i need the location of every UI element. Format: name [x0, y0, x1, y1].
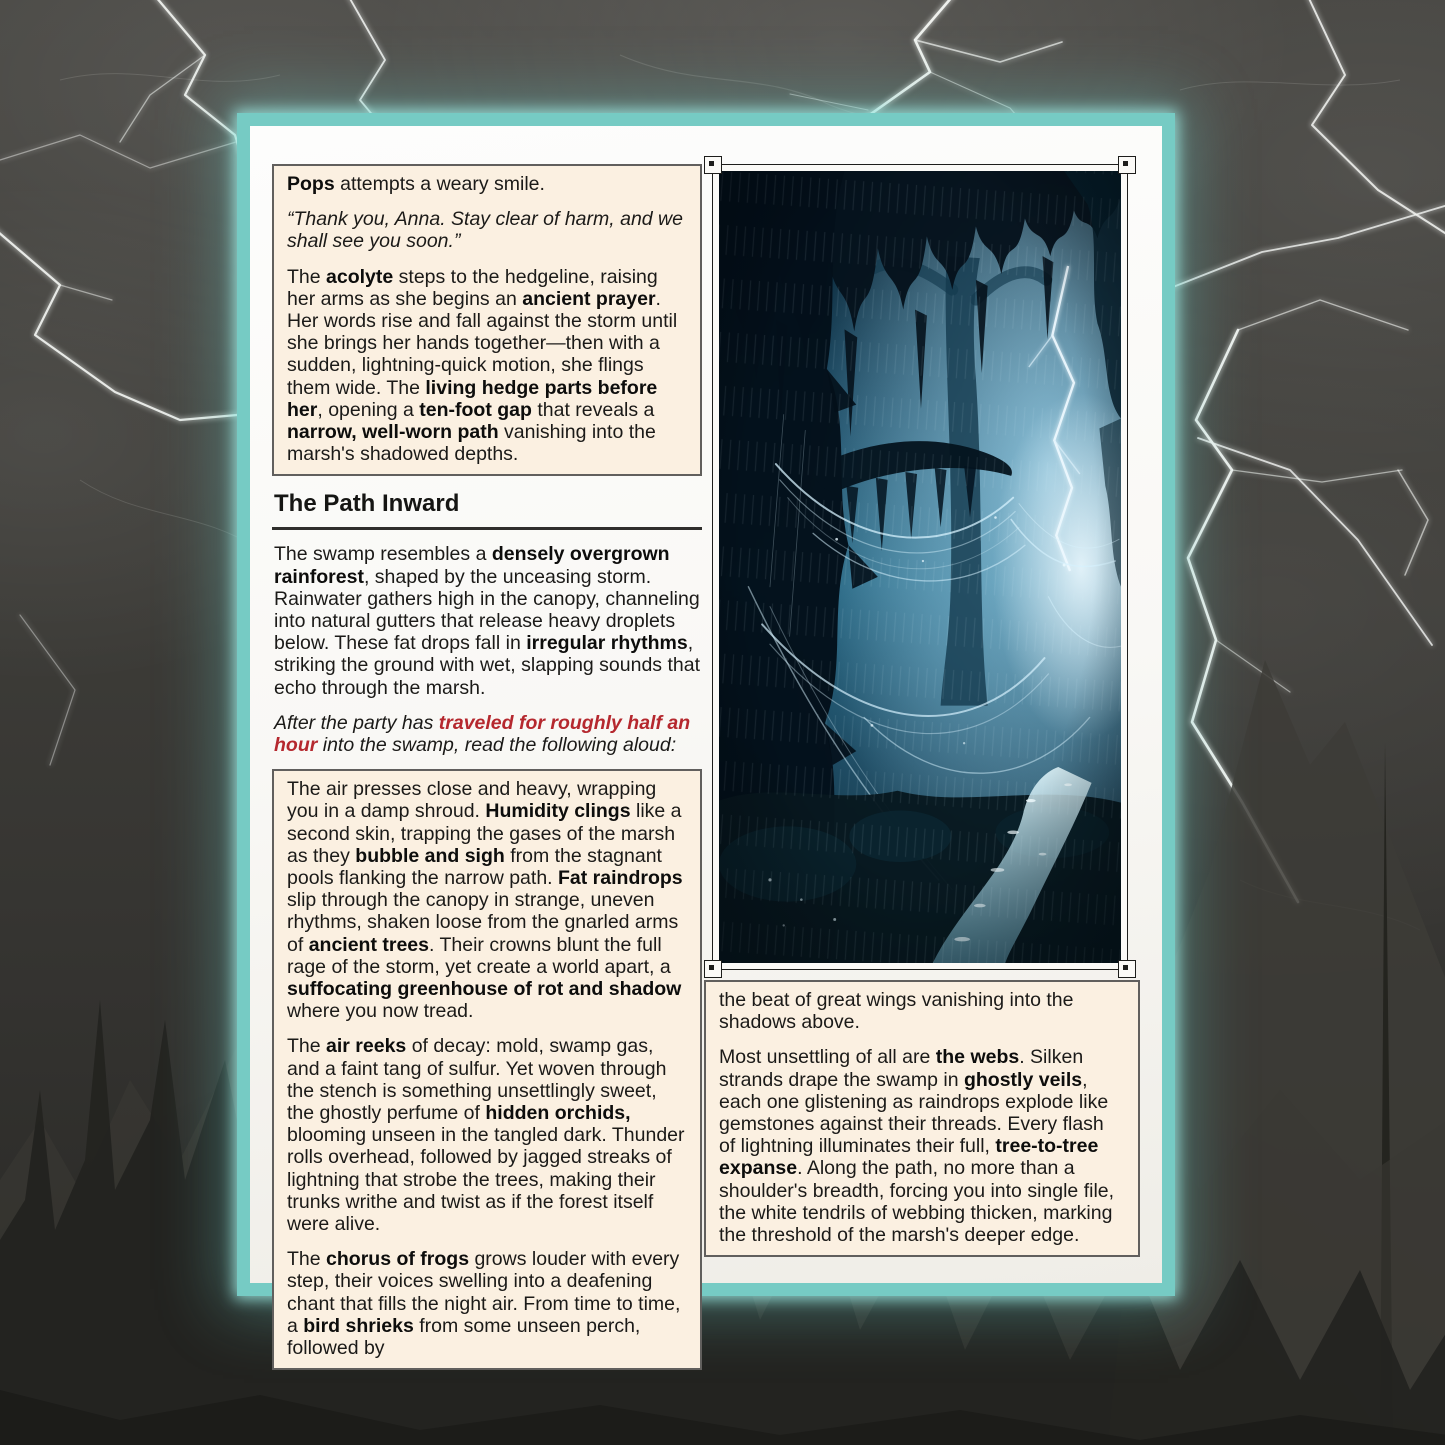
paragraph: The air presses close and heavy, wrapping you in a damp shroud. Humidity clings like a second skin, trapping the gases of the marsh as they bubble and sigh from the stagnant pools flanking the narrow path. Fat raindrops slip through the canopy in strange, uneven rhythms, shaken loose from the gnarled arms of ancient trees. Their crowns blunt the full rage of the storm, yet create a world apart, a suffocating greenhouse of rot and shadow where you now tread. — [287, 778, 683, 1023]
section-paragraph: The swamp resembles a densely overgrown rainforest, shaped by the unceasing storm. Rainwater gathers high in the canopy, channeling into natural gutters that release heavy droplets below. These fat drops fall in irregular rhythms, striking the ground with wet, slapping sounds that echo through the marsh. — [274, 543, 701, 699]
section-heading: The Path Inward — [272, 491, 702, 530]
swamp-illustration — [719, 171, 1121, 963]
right-column — [704, 164, 1140, 1257]
read-aloud-box — [272, 769, 702, 1370]
paragraph: The acolyte steps to the hedgeline, raising her arms as she begins an ancient prayer. Her words rise and fall against the storm until she brings her hands together—then with a sudden, lightning-quick motion, she flings them wide. The living hedge parts before her, opening a ten-foot gap that reveals a narrow, well-worn path vanishing into the marsh's shadowed depths. — [287, 265, 678, 466]
frame-corner-ornament — [1118, 960, 1136, 978]
paragraph: the beat of great wings vanishing into the shadows above. — [719, 989, 1074, 1034]
paragraph: Pops attempts a weary smile. — [287, 173, 545, 195]
paragraph: The air reeks of decay: mold, swamp gas, and a faint tang of sulfur. Yet woven through the stench is something unsettlingly sweet, the ghostly perfume of hidden orchids, blooming unseen in the tangled dark. Thunder rolls overhead, followed by jagged streaks of lightning that strobe the trees, making their trunks writhe and twist as if the forest itself were alive. — [287, 1035, 685, 1235]
frame-corner-ornament — [704, 960, 722, 978]
frame-corner-ornament — [704, 156, 722, 174]
left-column — [272, 164, 702, 1370]
gm-note: After the party has traveled for roughly half an hour into the swamp, read the following aloud: — [274, 711, 691, 756]
paragraph: Most unsettling of all are the webs. Silken strands drape the swamp in ghostly veils, each one glistening as raindrops explode like gemstones against their threads. Every flash of lightning illuminates their full, tree-to-tree expanse. Along the path, no more than a shoulder's breadth, forcing you into single file, the white tendrils of webbing thicken, marking the threshold of the marsh's deeper edge. — [719, 1046, 1115, 1247]
document-page — [237, 113, 1175, 1360]
npc-quote: “Thank you, Anna. Stay clear of harm, and we shall see you soon.” — [287, 208, 683, 253]
continuation-read-aloud-box — [704, 980, 1140, 1257]
paragraph: The chorus of frogs grows louder with every step, their voices swelling into a deafening chant that fills the night air. From time to time, a bird shrieks from some unseen perch, followed by — [287, 1248, 681, 1360]
intro-read-aloud-box — [272, 164, 702, 476]
frame-corner-ornament — [1118, 156, 1136, 174]
swamp-illustration-frame — [712, 164, 1128, 970]
